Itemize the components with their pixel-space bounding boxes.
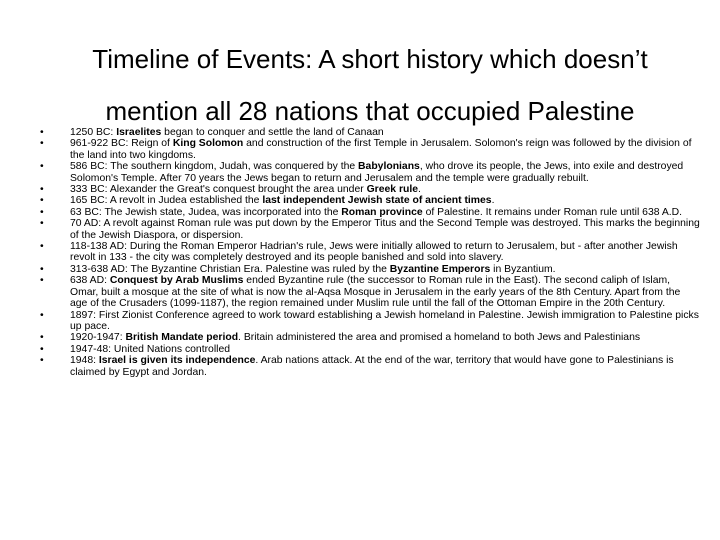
slide-title [40, 33, 700, 137]
timeline-event-segment: 118-138 AD: During the Roman Emperor Hadrian's rule, Jews were initially allowed to return to Jerusalem, but - after another Jewish revolt in 133 - the city was completely destroyed and its people banished and sold into slavery. [70, 241, 678, 264]
timeline-event-text [70, 344, 230, 355]
timeline-event-text [70, 184, 421, 195]
timeline-event-emphasis: Israel is given its independence [98, 355, 256, 367]
timeline-event [40, 241, 700, 264]
bullet-icon: • [40, 218, 44, 230]
bullet-icon: • [40, 343, 44, 355]
timeline-event-segment: ended Byzantine rule (the successor to Roman rule in the East). The second caliph of Islam, Omar, built a mosque at the site of what is now the al-Aqsa Mosque in Jerusalem in the early years of the 8th Century. Apart from the age of the Crusaders (1099-1187), the region remained under Muslim rule until the fall of the Ottoman Empire in the 20th Century. [70, 275, 681, 310]
bullet-icon: • [40, 355, 44, 367]
timeline-event-text [70, 355, 674, 377]
timeline-event-text [70, 127, 384, 138]
timeline-event-segment: . [491, 195, 495, 207]
slide-title-line-2: mention all 28 nations that occupied Palestine [105, 96, 635, 127]
bullet-icon: • [40, 138, 44, 150]
timeline-event-text [70, 332, 640, 343]
timeline-event [40, 138, 700, 161]
timeline-event [40, 207, 700, 218]
bullet-icon: • [40, 332, 44, 344]
bullet-icon: • [40, 206, 44, 218]
timeline-event-emphasis: Israelites [116, 127, 162, 138]
timeline-event [40, 195, 700, 206]
timeline-event [40, 332, 700, 343]
timeline-event-emphasis: Conquest by Arab Muslims [109, 275, 244, 287]
timeline-event [40, 161, 700, 184]
timeline-event-segment: . Arab nations attack. At the end of the war, territory that would have gone to Palestinians is claimed by Egypt and Jordan. [70, 355, 674, 378]
bullet-icon: • [40, 195, 44, 207]
bullet-icon: • [40, 241, 44, 253]
timeline-event-emphasis: British Mandate period [125, 332, 239, 344]
timeline-event [40, 184, 700, 195]
timeline-event-text [70, 207, 682, 218]
bullet-icon: • [40, 263, 44, 275]
timeline-event-emphasis: Babylonians [358, 161, 420, 173]
timeline-event-segment: and construction of the first Temple in Jerusalem. Solomon's reign was followed by the division of the land into two kingdoms. [70, 138, 692, 161]
timeline-event-emphasis: Byzantine Emperors [389, 263, 491, 275]
timeline-event-segment: 586 BC: The southern kingdom, Judah, was conquered by the [70, 161, 359, 173]
timeline-event-segment: 333 BC: Alexander the Great's conquest brought the area under [70, 184, 367, 196]
timeline-event-emphasis: Roman province [341, 206, 423, 218]
timeline-event [40, 264, 700, 275]
timeline-event-segment: 961-922 BC: Reign of [70, 138, 173, 150]
timeline-event-segment: 1947-48: United Nations controlled [70, 343, 230, 355]
timeline-event [40, 344, 700, 355]
timeline-event-emphasis: Greek rule [366, 184, 418, 196]
timeline-event-segment: in Byzantium. [490, 263, 556, 275]
slide-title-line-1: Timeline of Events: A short history which doesn’t [92, 44, 648, 75]
timeline-event-segment: 638 AD: [70, 275, 110, 287]
bullet-icon: • [40, 161, 44, 173]
timeline-event-segment: . [418, 184, 421, 196]
timeline-event-emphasis: King Solomon [172, 138, 244, 150]
timeline-event-text [70, 264, 556, 275]
timeline-event-segment: of Palestine. It remains under Roman rule until 638 A.D. [422, 206, 683, 218]
bullet-icon: • [40, 127, 44, 138]
timeline-event-segment: began to conquer and settle the land of Canaan [161, 127, 384, 138]
timeline-event-segment: 70 AD: A revolt against Roman rule was put down by the Emperor Titus and the Second Temple was destroyed. This marks the beginning of the Jewish Diaspora, or dispersion. [70, 218, 700, 241]
timeline-event-segment: 1920-1947: [70, 332, 126, 344]
timeline-event [40, 355, 700, 378]
timeline-event-segment: 63 BC: The Jewish state, Judea, was incorporated into the [70, 206, 342, 218]
timeline-event-segment: 313-638 AD: The Byzantine Christian Era. Palestine was ruled by the [70, 263, 390, 275]
timeline-event [40, 127, 700, 138]
timeline-event [40, 218, 700, 241]
timeline-event-text [70, 161, 683, 183]
timeline-event-text [70, 218, 700, 240]
timeline-event [40, 275, 700, 309]
timeline-event-segment: 165 BC: A revolt in Judea established the [70, 195, 263, 207]
bullet-icon: • [40, 275, 44, 287]
timeline-event-text [70, 241, 678, 263]
timeline-event-segment: 1250 BC: [70, 127, 117, 138]
bullet-icon: • [40, 309, 44, 321]
timeline-event-segment: . Britain administered the area and promised a homeland to both Jews and Palestinians [238, 332, 641, 344]
timeline-event-text [70, 310, 699, 332]
timeline-event-text [70, 138, 692, 160]
timeline-event-segment: 1897: First Zionist Conference agreed to work toward establishing a Jewish homeland in Palestine. Jewish immigration to Palestine picks up pace. [70, 309, 699, 332]
timeline-event-segment: 1948: [70, 355, 99, 367]
timeline-event-segment: , who drove its people, the Jews, into exile and destroyed Solomon's Temple. After 70 years the Jews began to return and Jerusalem and the temple were gradually rebuilt. [70, 161, 684, 184]
timeline-event-text [70, 275, 680, 309]
timeline-event-emphasis: last independent Jewish state of ancient times [262, 195, 492, 207]
timeline-list [40, 127, 700, 378]
timeline-event-text [70, 195, 494, 206]
bullet-icon: • [40, 184, 44, 196]
timeline-event [40, 310, 700, 333]
